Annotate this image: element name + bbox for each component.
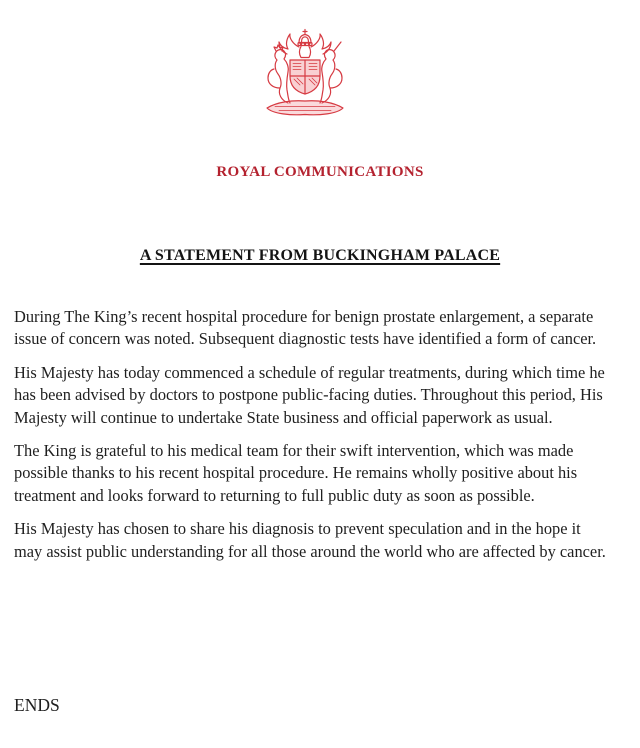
ends-marker: ENDS [14, 695, 60, 715]
paragraph-diagnosis: During The King’s recent hospital procedure for benign prostate enlargement, a separate issue of concern was noted. Subsequent diagnostic tests have identified a form of cancer. [14, 307, 597, 349]
paragraph-gratitude: The King is grateful to his medical team for their swift intervention, which was made possible thanks to his recent hospital procedure. He remains wholly positive about his treatment and looks forward to returning to full public duty as soon as possible. [14, 441, 578, 505]
royal-coat-of-arms-icon [257, 28, 353, 118]
paragraph-treatments: His Majesty has today commenced a schedule of regular treatments, during which time he has been advised by doctors to postpone public-facing duties. Throughout this period, His Majesty will continue to undertake State business and official paperwork as usual. [14, 362, 605, 427]
statement-title-text: A STATEMENT FROM BUCKINGHAM PALACE [139, 247, 501, 264]
organisation-name: ROYAL COMMUNICATIONS [216, 164, 424, 180]
statement-title [0, 247, 640, 265]
paragraph-disclosure: His Majesty has chosen to share his diagnosis to prevent speculation and in the hope it may assist public understanding for all those around the world who are affected by cancer. [14, 519, 606, 561]
crest-graphic [257, 28, 353, 118]
statement-body [14, 306, 606, 574]
